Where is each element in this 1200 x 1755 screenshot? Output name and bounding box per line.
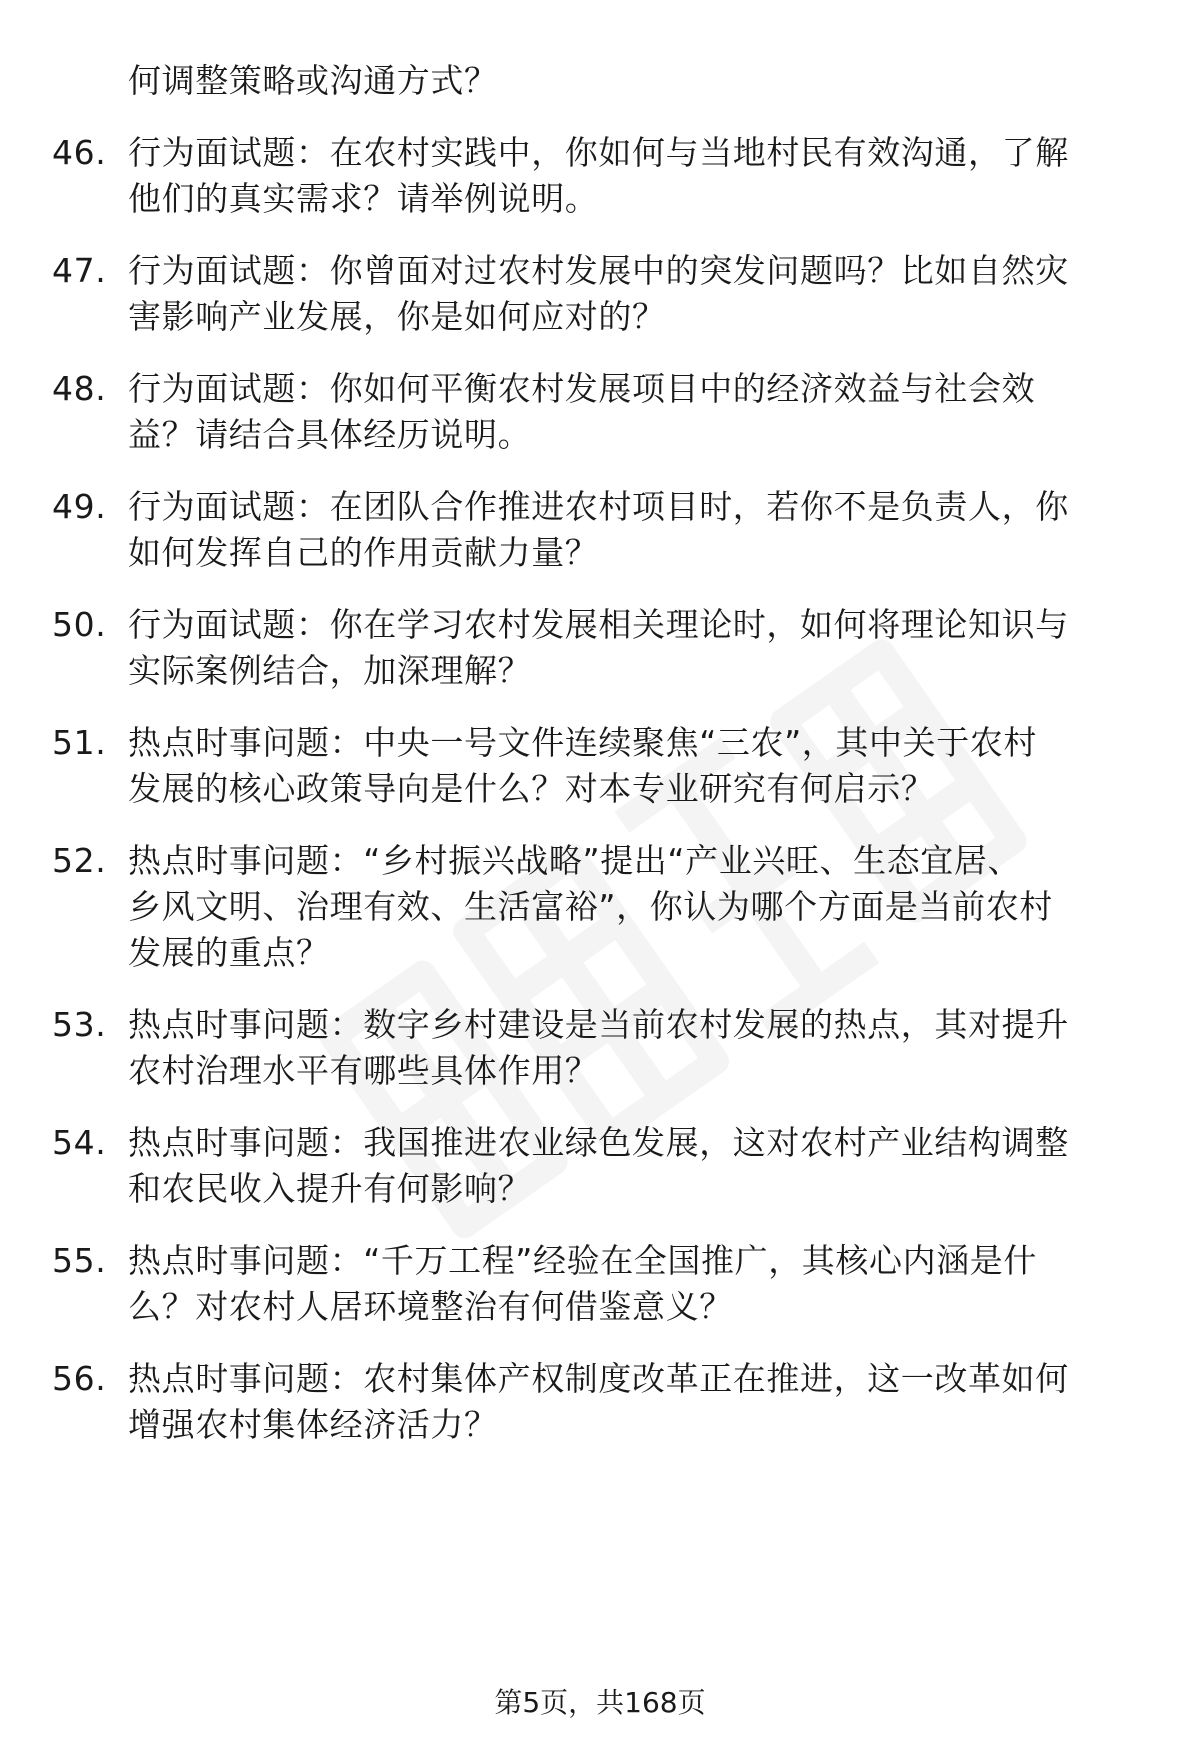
question-text: 热点时事问题：农村集体产权制度改革正在推进，这一改革如何 [128, 1359, 1069, 1398]
question-number: 55. [52, 1241, 107, 1280]
question-number: 52. [52, 841, 107, 880]
question-number: 56. [52, 1359, 107, 1398]
question-text: 增强农村集体经济活力？ [128, 1405, 498, 1444]
question-number: 48. [52, 369, 107, 408]
question-text: 农村治理水平有哪些具体作用？ [128, 1051, 599, 1090]
question-number: 46. [52, 133, 107, 172]
question-text: 他们的真实需求？请举例说明。 [128, 179, 599, 218]
question-text: 行为面试题：你在学习农村发展相关理论时，如何将理论知识与 [128, 605, 1069, 644]
question-text: 么？对农村人居环境整治有何借鉴意义？ [128, 1287, 733, 1326]
intro-text: 何调整策略或沟通方式？ [128, 61, 498, 100]
question-text: 发展的核心政策导向是什么？对本专业研究有何启示？ [128, 769, 935, 808]
question-text: 实际案例结合，加深理解？ [128, 651, 532, 690]
question-text: 热点时事问题：“千万工程”经验在全国推广，其核心内涵是什 [128, 1241, 1037, 1280]
question-text: 行为面试题：你如何平衡农村发展项目中的经济效益与社会效 [128, 369, 1036, 408]
question-number: 54. [52, 1123, 107, 1162]
question-text: 行为面试题：在农村实践中，你如何与当地村民有效沟通，了解 [128, 133, 1069, 172]
question-text: 行为面试题：你曾面对过农村发展中的突发问题吗？比如自然灾 [128, 251, 1069, 290]
question-text: 如何发挥自己的作用贡献力量？ [128, 533, 599, 572]
page-footer: 第5页，共168页 [494, 1686, 706, 1719]
question-text: 行为面试题：在团队合作推进农村项目时，若你不是负责人，你 [128, 487, 1069, 526]
question-text: 热点时事问题：数字乡村建设是当前农村发展的热点，其对提升 [128, 1005, 1069, 1044]
question-text: 乡风文明、治理有效、生活富裕”，你认为哪个方面是当前农村 [128, 887, 1053, 926]
question-number: 53. [52, 1005, 107, 1044]
question-number: 47. [52, 251, 107, 290]
question-text: 和农民收入提升有何影响？ [128, 1169, 532, 1208]
question-text: 发展的重点？ [128, 933, 330, 972]
question-number: 51. [52, 723, 107, 762]
question-text: 益？请结合具体经历说明。 [128, 415, 532, 454]
question-text: 害影响产业发展，你是如何应对的？ [128, 297, 666, 336]
question-text: 热点时事问题：我国推进农业绿色发展，这对农村产业结构调整 [128, 1123, 1069, 1162]
question-text: 热点时事问题：“乡村振兴战略”提出“产业兴旺、生态宜居、 [128, 841, 1022, 880]
question-number: 50. [52, 605, 107, 644]
question-text: 热点时事问题：中央一号文件连续聚焦“三农”，其中关于农村 [128, 723, 1037, 762]
question-number: 49. [52, 487, 107, 526]
